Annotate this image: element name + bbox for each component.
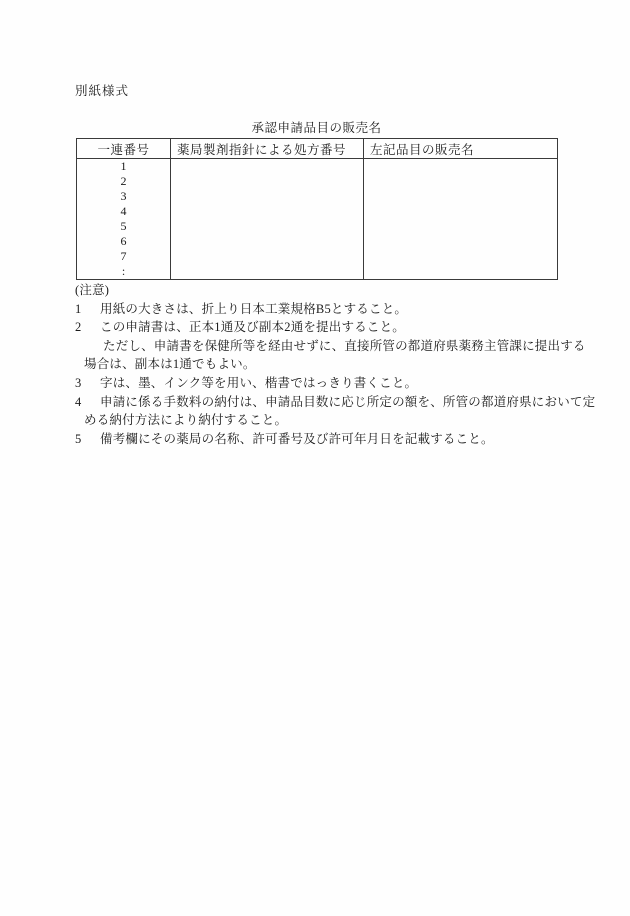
serial-continuation-colon: : [121,264,126,278]
header-brand-name: 左記品目の販売名 [364,139,558,159]
form-label: 別紙様式 [75,84,130,98]
table-body-row [77,159,558,280]
note-line-4 [75,393,596,412]
note-number: 1 [75,301,82,316]
note-number: 2 [75,320,82,335]
note-line-5 [75,430,575,449]
note-text: ただし、申請書を保健所等を経由せずに、直接所管の都道府県薬務主管課に提出する [103,338,586,353]
serial-number: 2 [120,174,127,188]
product-name-table [76,138,558,280]
note-line-4-continuation [84,411,575,430]
serial-number-cell [77,159,171,280]
note-number: 4 [75,394,82,409]
table-title: 承認申請品目の販売名 [251,121,382,135]
note-text: 用紙の大きさは、折上り日本工業規格B5とすること。 [100,301,408,316]
note-text: 字は、墨、インク等を用い、楷書ではっきり書くこと。 [100,375,418,390]
prescription-number-cell [171,159,364,280]
serial-number: 7 [120,249,127,263]
header-prescription-number: 薬局製剤指針による処方番号 [171,139,364,159]
note-line-3 [75,374,575,393]
note-text: この申請書は、正本1通及び副本2通を提出すること。 [100,320,406,335]
serial-number: 1 [120,159,127,173]
notes-section [75,281,596,448]
note-line-2-continuation-2 [84,355,575,374]
note-line-1 [75,300,575,319]
note-line-2 [75,318,575,337]
note-text: める納付方法により納付すること。 [84,413,288,428]
notes-heading: (注意) [75,283,110,297]
note-text: 申請に係る手数料の納付は、申請品目数に応じ所定の額を、所管の都道府県において定 [100,394,596,409]
note-text: 備考欄にその薬局の名称、許可番号及び許可年月日を記載すること。 [100,431,494,446]
table-header-row [77,139,558,159]
serial-number: 5 [120,219,127,233]
note-number: 3 [75,375,82,390]
note-line-2-continuation-1 [103,337,586,356]
note-number: 5 [75,431,82,446]
brand-name-cell [364,159,558,280]
serial-number: 4 [120,204,127,218]
serial-number: 3 [120,189,127,203]
header-serial-number: 一連番号 [77,139,171,159]
serial-number: 6 [120,234,127,248]
note-text: 場合は、副本は1通でもよい。 [84,357,256,372]
